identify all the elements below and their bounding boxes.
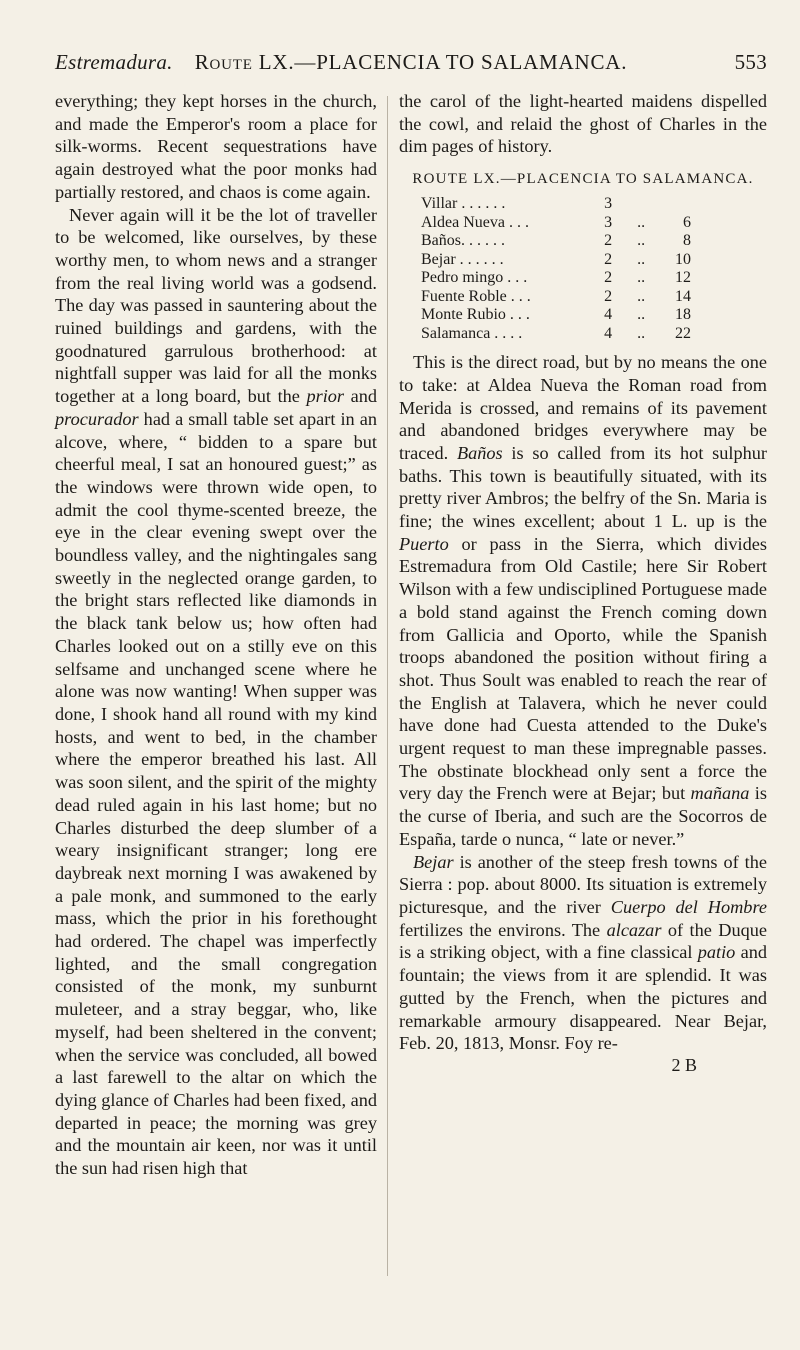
italic-term: Puerto xyxy=(399,533,449,554)
italic-term: patio xyxy=(697,942,736,963)
route-distance: 3 xyxy=(604,213,613,231)
column-divider xyxy=(387,96,388,1276)
paragraph: the carol of the light-hearted maidens dispelled the cowl, and relaid the ghost of Charles in the dim pages of history. xyxy=(399,91,767,157)
route-row xyxy=(421,306,691,325)
route-place: Villar . . . . . . xyxy=(421,195,506,213)
route-row xyxy=(421,325,691,344)
text-run: of the Duque is a striking object, with a fine classical xyxy=(399,919,768,963)
route-place: Fuente Roble . . . xyxy=(421,287,531,305)
text-run: or pass in the Sierra, which divides Estremadura from Old Castile; here Sir Robert Wilson with a few undisciplined Portuguese made a bold stand against the French coming down from Gallicia and Oporto, while the Spanish troops abandoned the position without firing a shot. Thus Soult was enabled to reach the rear of the English at Talavera, which he never could have done had Cuesta attended to the Duke's urgent request to man these impregnable passes. The obstinate blockhead only sent a force the very day the French were at Bejar; but xyxy=(399,533,767,804)
route-place: Salamanca . . . . xyxy=(421,324,523,342)
page-number: 553 xyxy=(734,50,767,74)
route-row xyxy=(421,288,691,307)
route-cumulative: 6 xyxy=(683,213,691,231)
text-run: is the curse of Iberia, and such are the Socorros de España, tarde o nunca, “ late or never.” xyxy=(399,783,767,849)
route-separator: .. xyxy=(637,306,646,324)
left-column xyxy=(55,90,377,1180)
route-place: Pedro mingo . . . xyxy=(421,269,528,287)
route-cumulative: 8 xyxy=(683,232,691,250)
paragraph xyxy=(399,351,767,850)
route-separator xyxy=(625,195,657,214)
route-cumulative: 12 xyxy=(675,269,691,287)
route-distance: 4 xyxy=(604,324,613,342)
route-separator: .. xyxy=(637,287,646,305)
route-row xyxy=(421,214,691,233)
route-row xyxy=(421,251,691,270)
route-separator: .. xyxy=(637,250,646,268)
route-row xyxy=(421,232,691,251)
route-separator: .. xyxy=(637,324,646,342)
italic-term: mañana xyxy=(690,783,750,804)
route-distance: 2 xyxy=(604,250,613,268)
text-run: is so called from its hot sulphur baths. This town is beautifully situated, with its pretty river Ambros; the belfry of the Sn. Maria is fine; the wines excellent; about 1 L. up is the xyxy=(399,442,767,532)
route-row xyxy=(421,195,691,214)
route-row xyxy=(421,269,691,288)
text-run: and fountain; the views from it are splendid. It was gutted by the French, when the pictures and remarkable armoury disappeared. Near Bejar, Feb. 20, 1813, Monsr. Foy re- xyxy=(399,942,768,1054)
italic-term: prior xyxy=(306,386,345,407)
text-run: and xyxy=(344,386,377,407)
italic-term: alcazar xyxy=(606,919,662,940)
route-separator: .. xyxy=(637,269,646,287)
text-run: fertilizes the environs. The xyxy=(399,919,607,940)
paragraph xyxy=(399,851,767,1055)
route-cumulative: 22 xyxy=(675,324,691,342)
running-head xyxy=(55,50,767,84)
route-distance: 2 xyxy=(604,232,613,250)
route-cumulative: 18 xyxy=(675,306,691,324)
text-run: Never again will it be the lot of traveller to be welcomed, like ourselves, by these worthy men, to whom news and a stranger from the real living world was a godsend. The day was passed in sauntering about the ruined buildings and gardens, with the goodnatured garrulous brotherhood: at nightfall supper was laid for all the monks together at a long board, but the xyxy=(55,204,377,407)
route-table xyxy=(421,195,691,343)
text-run: is another of the steep fresh towns of the Sierra : pop. about 8000. Its situation is extremely picturesque, and the river xyxy=(399,851,767,917)
route-distance: 2 xyxy=(604,269,613,287)
route-distance: 4 xyxy=(604,306,613,324)
route-place: Baños. . . . . . xyxy=(421,232,505,250)
route-heading: ROUTE LX.—PLACENCIA TO SALAMANCA. xyxy=(412,171,754,188)
route-place: Aldea Nueva . . . xyxy=(421,213,529,231)
route-cumulative: 14 xyxy=(675,287,691,305)
text-run: had a small table set apart in an alcove, where, “ bidden to a spare but cheerful meal, I sat an honoured guest;” as the windows were thrown wide open, to admit the cool thyme-scented breeze, the eye in the clear evening swept over the boundless valley, and the nightingales sang sweetly in the neglected orange garden, to the bright stars reflected like diamonds in the black tank below us; how often had Charles looked out on a stilly eve on this selfsame and unchanged scene where he alone was now wanting! When supper was done, I shook hand all round with my kind hosts, and went to bed, in the chamber where the emperor breathed his last. All was soon silent, and the spirit of the mighty dead ruled again in his last home; but no Charles disturbed the deep slumber of a weary insignificant stranger; long ere daybreak next morning I was awakened by a pale monk, and summoned to the early mass, which the prior in his forethought had ordered. The chapel was imperfectly lighted, and the small congregation consisted of the monk, my sunburnt muleteer, and a stray beggar, who, like myself, had been sheltered in the convent; when the service was concluded, all bowed a last farewell to the altar on which the dying glance of Charles had been fixed, and departed in peace; the morning was grey and the mountain air keen, nor was it until the sun had risen high that xyxy=(55,408,377,1179)
route-place: Bejar . . . . . . xyxy=(421,250,504,268)
italic-term: Cuerpo del Hombre xyxy=(610,896,767,917)
route-distance: 3 xyxy=(604,195,613,213)
section-title: Estremadura. xyxy=(55,50,173,74)
route-place: Monte Rubio . . . xyxy=(421,306,530,324)
italic-term: Bejar xyxy=(413,851,454,872)
route-distance: 2 xyxy=(604,287,613,305)
route-separator: .. xyxy=(637,232,646,250)
route-title: Route LX.—PLACENCIA TO SALAMANCA. xyxy=(194,50,628,74)
route-cumulative: 10 xyxy=(675,250,691,268)
right-column xyxy=(399,90,767,1075)
paragraph xyxy=(55,204,377,1180)
paragraph: everything; they kept horses in the church, and made the Emperor's room a place for silk-worms. Recent sequestrations have again destroyed what the poor monks had partially restored, and chaos is come again. xyxy=(55,91,377,202)
italic-term: Baños xyxy=(456,442,503,463)
signature-mark: 2 B xyxy=(671,1054,697,1075)
route-cumulative xyxy=(657,195,691,214)
text-run: This is the direct road, but by no means the one to take: at Aldea Nueva the Roman road from Merida is crossed, and remains of its pavement and abandoned bridges everywhere may be traced. xyxy=(399,352,767,463)
italic-term: procurador xyxy=(55,408,139,429)
route-separator: .. xyxy=(637,213,646,231)
